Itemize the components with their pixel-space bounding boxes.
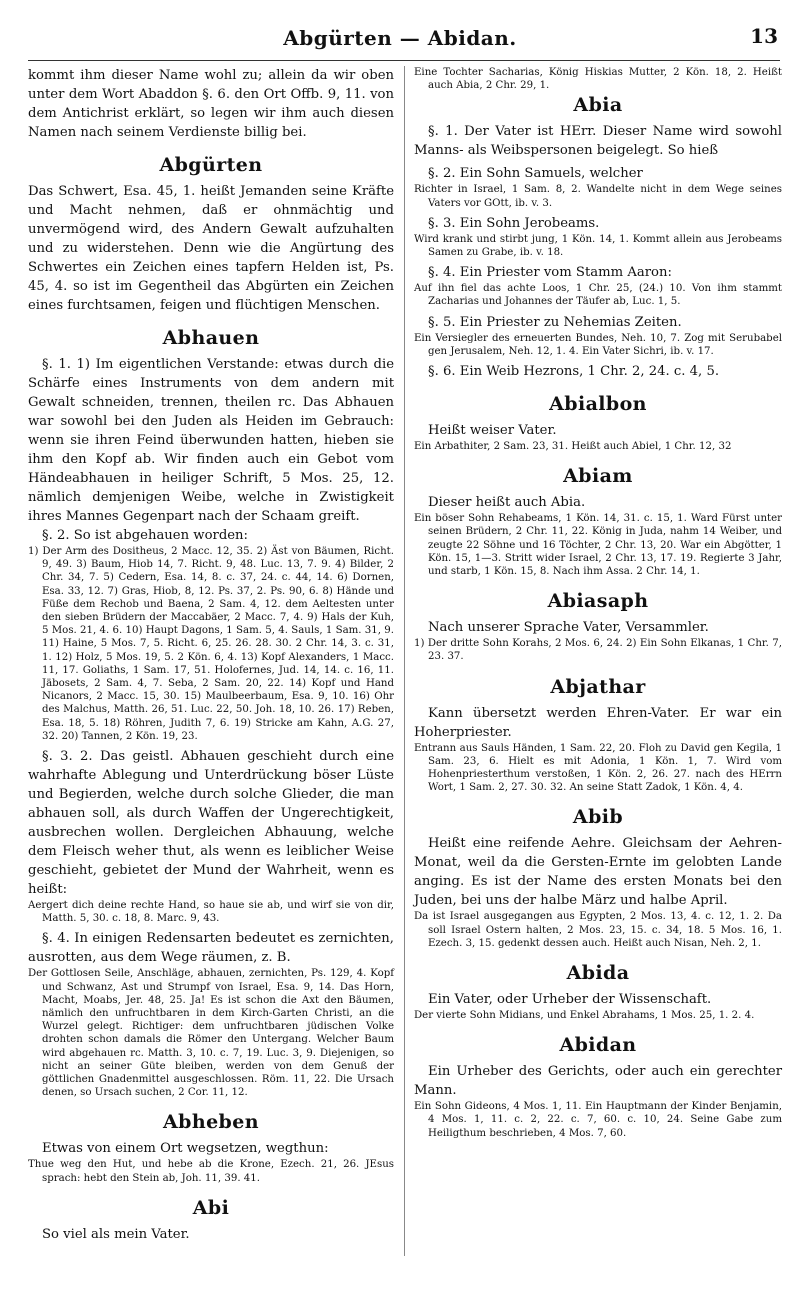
abheben-text: Etwas von einem Ort wegsetzen, wegthun: bbox=[42, 1141, 329, 1157]
abia-section-5: §. 5. Ein Priester zu Nehemias Zeiten. bbox=[428, 314, 682, 330]
abida-refs: Der vierte Sohn Midians, und Enkel Abrahams, 1 Mos. 25, 1. 2. 4. bbox=[414, 1010, 755, 1022]
entry-heading-abialbon: Abialbon bbox=[549, 393, 647, 416]
header-rule bbox=[28, 60, 780, 61]
abia-section-6: §. 6. Ein Weib Hezrons, 1 Chr. 2, 24. c. 4, 5. bbox=[428, 364, 720, 380]
abjathar-text: Kann übersetzt werden Ehren-Vater. Er war ein Hoherpriester. bbox=[414, 705, 782, 740]
left-column bbox=[28, 66, 394, 1244]
abheben-refs: Thue weg den Hut, und hebe ab die Krone, Ezech. 21, 26. JEsus sprach: hebt den Stein ab, Joh. 11, 39. 41. bbox=[28, 1159, 394, 1184]
abhauen-section-1: §. 1. 1) Im eigentlichen Verstande: etwas durch die Schärfe eines Instruments von dem andern mit Gewalt schneiden, trennen, theilen rc. Das Abhauen war sowohl bei den Juden als Heiden im Gebrauch: wenn sie ihren Feind überwunden hatten, hieben sie ihm den Kopf ab. Wir finden auch ein Gebot vom Händeabhauen in heiliger Schrift, 5 Mos. 25, 12. nämlich demjenigen Weibe, welche in Zwistigkeit ihres Mannes Gegenpart nach der Schaam greift. bbox=[28, 357, 394, 524]
abib-text: Heißt eine reifende Aehre. Gleichsam der Aehren-Monat, weil da die Gersten-Ernte im gelobten Lande anging. Es ist der Name des ersten Monats bei den Juden, bei uns der halbe März und halbe April. bbox=[414, 836, 782, 909]
column-divider bbox=[404, 66, 405, 1256]
entry-heading-abjathar: Abjathar bbox=[550, 675, 646, 698]
abialbon-text: Heißt weiser Vater. bbox=[428, 423, 557, 439]
abguerten-text: Das Schwert, Esa. 45, 1. heißt Jemanden seine Kräfte und Macht nehmen, daß er ohnmächtig und unvermögend wird, des Andern Gewalt aufzuhalten und zu widerstehen. Denn wie die Angürtung des Schwertes ein Zeichen eines tapfern Helden ist, Ps. 45, 4. so ist im Gegentheil das Abgürten ein Zeichen eines furchtsamen, feigen und flüchtigen Menschen. bbox=[28, 184, 394, 313]
abia-section-2-refs: Richter in Israel, 1 Sam. 8, 2. Wandelte nicht in dem Wege seines Vaters vor GOtt, ib. v. 3. bbox=[414, 184, 782, 209]
abhauen-section-4-refs: Der Gottlosen Seile, Anschläge, abhauen, zernichten, Ps. 129, 4. Kopf und Schwanz, Ast und Strumpf von Israel, Esa. 9, 14. Das Horn, Macht, Moabs, Jer. 48, 25. Ja! Es ist schon die Axt den Bäumen, nämlich den unfruchtbaren in dem Kirch-Garten Christi, an die Wurzel gelegt. Richtiger: dem unfruchtbaren jüdischen Volke drohten schon damals die Römer den Untergang. Welcher Baum wird abgehauen rc. Matth. 3, 10. c. 7, 19. Luc. 3, 9. Diejenigen, so nicht an seiner Güte bleiben, werden von dem Genuß der göttlichen Gnadenmittel ausgeschlossen. Röm. 11, 22. Die Ursach denen, so Ursach suchen, 2 Cor. 11, 12. bbox=[28, 968, 394, 1099]
entry-heading-abiasaph: Abiasaph bbox=[547, 590, 649, 613]
abiasaph-refs: 1) Der dritte Sohn Korahs, 2 Mos. 6, 24. 2) Ein Sohn Elkanas, 1 Chr. 7, 23. 37. bbox=[414, 638, 782, 663]
page-header bbox=[0, 22, 800, 56]
abhauen-section-3: §. 3. 2. Das geistl. Abhauen geschieht durch eine wahrhafte Ablegung und Unterdrückung böser Lüste und Begierden, welche durch solche Glieder, die man abhauen soll, als durch Waffen der Ungerechtigkeit, ausbrechen wollen. Dergleichen Abhauung, welche dem Fleisch weher thut, als wenn es leiblicher Weise geschieht, gebietet der Mund der Wahrheit, wenn es heißt: bbox=[28, 749, 394, 898]
entry-heading-abia: Abia bbox=[573, 94, 623, 117]
right-column bbox=[414, 66, 782, 1140]
abiam-text: Dieser heißt auch Abia. bbox=[428, 495, 586, 511]
abhauen-section-2: §. 2. So ist abgehauen worden: bbox=[42, 528, 248, 543]
running-title: Abgürten — Abidan. bbox=[283, 26, 517, 50]
abia-section-4: §. 4. Ein Priester vom Stamm Aaron: bbox=[428, 265, 672, 281]
entry-heading-abida: Abida bbox=[566, 962, 630, 985]
abia-section-3: §. 3. Ein Sohn Jerobeams. bbox=[428, 215, 600, 231]
abjathar-refs: Entrann aus Sauls Händen, 1 Sam. 22, 20. Floh zu David gen Kegila, 1 Sam. 23, 6. Hielt es mit Adonia, 1 Kön. 1, 7. Wird vom Hohenpriesterthum verstoßen, 1 Kön. 2, 26. 27. nach des HErrn Wort, 1 Sam. 2, 27. 30. 32. An seine Statt Zadok, 1 Kön. 4, 4. bbox=[414, 742, 782, 794]
abib-refs: Da ist Israel ausgegangen aus Egypten, 2 Mos. 13, 4. c. 12, 1. 2. Da soll Israel Ostern halten, 2 Mos. 23, 15. c. 34, 18. 5 Mos. 16, 1. Ezech. 3, 15. gedenkt dessen auch. Heißt auch Nisan, Neh. 2, 1. bbox=[414, 911, 782, 949]
entry-heading-abidan: Abidan bbox=[559, 1034, 637, 1057]
entry-heading-abheben: Abheben bbox=[163, 1111, 259, 1134]
entry-heading-abguerten: Abgürten bbox=[159, 154, 263, 176]
abi-text: So viel als mein Vater. bbox=[42, 1226, 190, 1242]
page-number: 13 bbox=[750, 24, 778, 48]
abialbon-refs: Ein Arbathiter, 2 Sam. 23, 31. Heißt auch Abiel, 1 Chr. 12, 32 bbox=[414, 441, 732, 453]
entry-heading-abiam: Abiam bbox=[563, 465, 633, 488]
abiasaph-text: Nach unserer Sprache Vater, Versammler. bbox=[428, 620, 709, 636]
abia-section-4-refs: Auf ihn fiel das achte Loos, 1 Chr. 25, (24.) 10. Von ihm stammt Zacharias und Johannes der Täufer ab, Luc. 1, 5. bbox=[414, 283, 782, 308]
entry-heading-abhauen: Abhauen bbox=[162, 327, 260, 349]
abidan-refs: Ein Sohn Gideons, 4 Mos. 1, 11. Ein Hauptmann der Kinder Benjamin, 4 Mos. 1, 11. c. 2, 22. c. 7, 60. c. 10, 24. Seine Gabe zum Heiligthum beschrieben, 4 Mos. 7, 60. bbox=[414, 1101, 782, 1139]
abia-section-5-refs: Ein Versiegler des erneuerten Bundes, Neh. 10, 7. Zog mit Serubabel gen Jerusalem, Neh. 12, 1. 4. Ein Vater Sichri, ib. v. 17. bbox=[414, 332, 782, 357]
entry-heading-abib: Abib bbox=[572, 806, 624, 829]
abhauen-section-3-quote: Aergert dich deine rechte Hand, so haue sie ab, und wirf sie von dir, Matth. 5, 30. c. 18, 8. Marc. 9, 43. bbox=[28, 900, 394, 925]
entry-heading-abi: Abi bbox=[192, 1196, 230, 1219]
abi-refs: Eine Tochter Sacharias, König Hiskias Mutter, 2 Kön. 18, 2. Heißt auch Abia, 2 Chr. 29, 1. bbox=[414, 67, 782, 92]
abhauen-section-2-list: 1) Der Arm des Dositheus, 2 Macc. 12, 35. 2) Äst von Bäumen, Richt. 9, 49. 3) Baum, Hiob 14, 7. Richt. 9, 48. Luc. 13, 7. 9. 4) Bilder, 2 Chr. 34, 7. 5) Cedern, Esa. 14, 8. c. 37, 24. c. 44, 14. 6) Dornen, Esa. 33, 12. 7) Gras, Hiob, 8, 12. Ps. 37, 2. Ps. 90, 6. 8) Hände und Füße dem Rechob und Baena, 2 Sam. 4, 12. dem Aeltesten unter den sieben Brüdern der Maccabäer, 2 Macc. 7, 4. 9) Hals der Kuh, 5 Mos. 21, 4. 6. 10) Haupt Dagons, 1 Sam. 5, 4. Sauls, 1 Sam. 31, 9. 11) Haine, 5 Mos. 7, 5. Richt. 6, 25. 26. 28. 30. 2 Chr. 14, 3. c. 31, 1. 12) Holz, 5 Mos. 19, 5. 2 Kön. 6, 4. 13) Kopf Alexanders, 1 Macc. 11, 17. Goliaths, 1 Sam. 17, 51. Holofernes, Jud. 14, 14. c. 16, 11. Jäbosets, 2 Sam. 4, 7. Seba, 2 Sam. 20, 22. 14) Kopf und Hand Nicanors, 2 Macc. 15, 30. 15) Maulbeerbaum, Esa. 9, 10. 16) Ohr des Malchus, Matth. 26, 51. Luc. 22, 50. Joh. 18, 10. 26. 17) Reben, Esa. 18, 5. 18) Röhren, Judith 7, 6. 19) Stricke am Kahn, A.G. 27, 32. 20) Tannen, 2 Kön. 19, 23. bbox=[28, 546, 394, 742]
abaddon-continuation: kommt ihm dieser Name wohl zu; allein da wir oben unter dem Wort Abaddon §. 6. den Ort Offb. 9, 11. von dem Antichrist erklärt, so legen wir ihm auch diesen Namen nach seinem Verdienste billig bei. bbox=[28, 68, 394, 140]
abidan-text: Ein Urheber des Gerichts, oder auch ein gerechter Mann. bbox=[414, 1064, 782, 1099]
abia-section-3-refs: Wird krank und stirbt jung, 1 Kön. 14, 1. Kommt allein aus Jerobeams Samen zu Grabe, ib. v. 18. bbox=[414, 233, 782, 259]
abia-section-2: §. 2. Ein Sohn Samuels, welcher bbox=[428, 166, 643, 182]
abia-section-1: §. 1. Der Vater ist HErr. Dieser Name wird sowohl Manns- als Weibspersonen beigelegt. So hieß bbox=[414, 124, 782, 159]
abiam-refs: Ein böser Sohn Rehabeams, 1 Kön. 14, 31. c. 15, 1. Ward Fürst unter seinen Brüdern, 2 Chr. 11, 22. König in Juda, nahm 14 Weiber, und zeugte 22 Söhne und 16 Töchter, 2 Chr. 13, 20. War ein Abgötter, 1 Kön. 15, 1—3. Stritt wider Israel, 2 Chr. 13, 17. 19. Regierte 3 Jahr, und starb, 1 Kön. 15, 8. Nach ihm Assa. 2 Chr. 14, 1. bbox=[414, 513, 782, 578]
abhauen-section-4: §. 4. In einigen Redensarten bedeutet es zernichten, ausrotten, aus dem Wege räumen, z. B. bbox=[28, 931, 394, 966]
abida-text: Ein Vater, oder Urheber der Wissenschaft. bbox=[428, 992, 712, 1008]
